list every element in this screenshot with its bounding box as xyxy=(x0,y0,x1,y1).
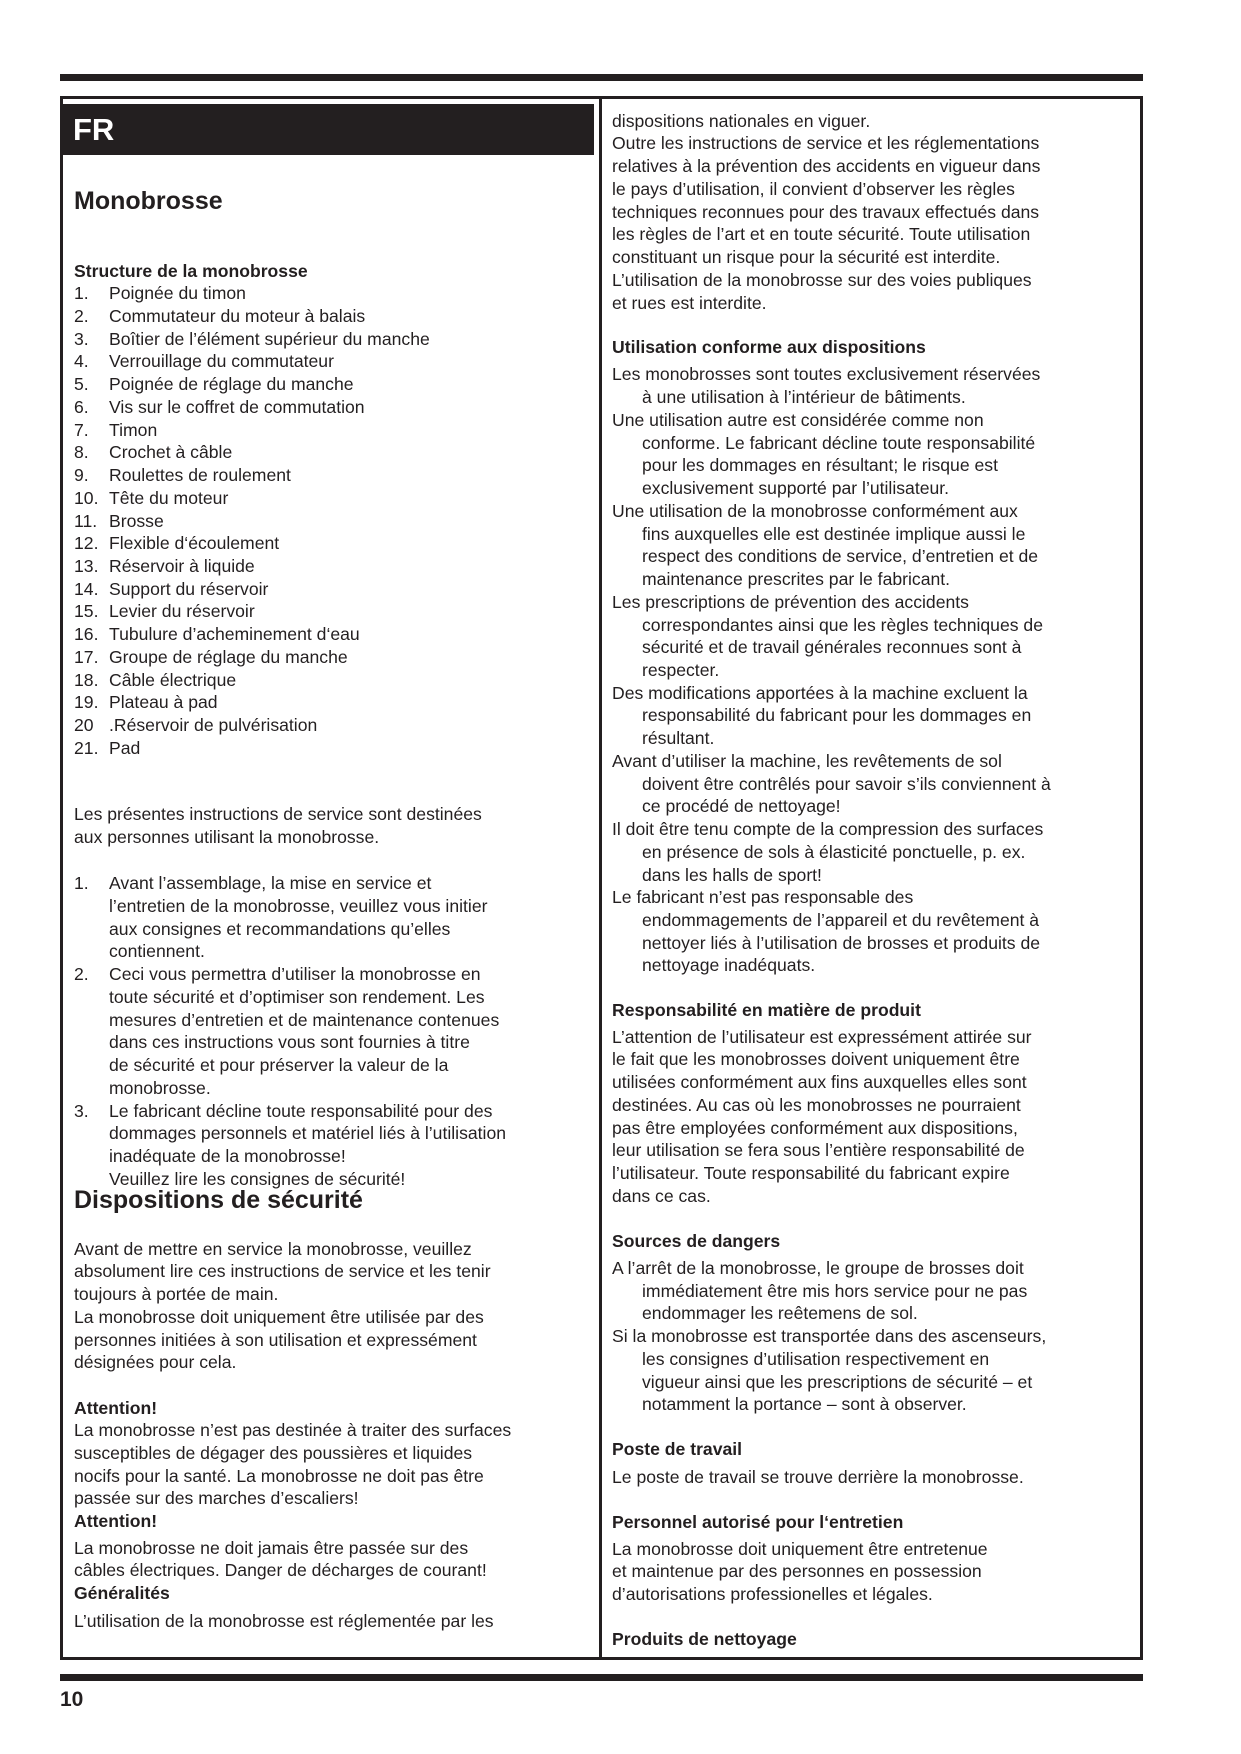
list-item-text: Roulettes de roulement xyxy=(109,465,291,486)
list-number: 1. xyxy=(74,283,89,304)
paragraph-line: et rues est interdite. xyxy=(612,292,767,313)
section-heading: Responsabilité en matière de produit xyxy=(612,999,921,1020)
hanging-paragraph-line: A l’arrêt de la monobrosse, le groupe de brosses doit xyxy=(612,1257,1024,1278)
hanging-paragraph-line: à une utilisation à l’intérieur de bâtiments. xyxy=(642,387,966,408)
list-item-text: aux consignes et recommandations qu’elles xyxy=(109,918,451,939)
paragraph-line: personnes initiées à son utilisation et expressément xyxy=(74,1329,477,1350)
list-item-text: Câble électrique xyxy=(109,669,237,690)
hanging-paragraph-line: Avant d’utiliser la machine, les revêtements de sol xyxy=(612,750,1002,771)
list-item-text: Verrouillage du commutateur xyxy=(109,351,334,372)
list-item-text: Plateau à pad xyxy=(109,692,218,713)
paragraph-line: constituant un risque pour la sécurité est interdite. xyxy=(612,247,1001,268)
list-item-text: Ceci vous permettra d’utiliser la monobrosse en xyxy=(109,964,481,985)
hanging-paragraph-line: les consignes d’utilisation respectivement en xyxy=(642,1348,990,1369)
section-heading: Monobrosse xyxy=(74,186,223,215)
hanging-paragraph-line: correspondantes ainsi que les règles techniques de xyxy=(642,614,1044,635)
section-heading: Généralités xyxy=(74,1582,170,1603)
paragraph-line: dans ce cas. xyxy=(612,1185,711,1206)
hanging-paragraph-line: responsabilité du fabricant pour les dommages en xyxy=(642,705,1032,726)
section-heading: Attention! xyxy=(74,1510,158,1531)
section-heading: Structure de la monobrosse xyxy=(74,260,308,281)
hanging-paragraph-line: en présence de sols à élasticité ponctuelle, p. ex. xyxy=(642,841,1026,862)
list-number: 4. xyxy=(74,351,89,372)
section-heading: Sources de dangers xyxy=(612,1230,781,1251)
list-number: 5. xyxy=(74,374,89,395)
paragraph-line: câbles électriques. Danger de décharges de courant! xyxy=(74,1560,487,1581)
paragraph-line: nocifs pour la santé. La monobrosse ne doit pas être xyxy=(74,1465,484,1486)
list-item-text: dommages personnels et matériel liés à l’utilisation xyxy=(109,1123,507,1144)
hanging-paragraph-line: respect des conditions de service, d’entretien et de xyxy=(642,546,1039,567)
paragraph-line: La monobrosse ne doit jamais être passée sur des xyxy=(74,1537,469,1558)
list-number: 9. xyxy=(74,465,89,486)
paragraph-line: le pays d’utilisation, il convient d’observer les règles xyxy=(612,178,1015,199)
hanging-paragraph-line: Une utilisation autre est considérée comme non xyxy=(612,409,984,430)
bottom-rule xyxy=(60,1674,1143,1681)
hanging-paragraph-line: exclusivement supporté par l’utilisateur. xyxy=(642,478,950,499)
hanging-paragraph-line: doivent être contrêlés pour savoir s’ils conviennent à xyxy=(642,773,1051,794)
list-item-text: de sécurité et pour préserver la valeur de la xyxy=(109,1055,449,1076)
list-number: 2. xyxy=(74,964,89,985)
paragraph-line: La monobrosse doit uniquement être utilisée par des xyxy=(74,1306,484,1327)
hanging-paragraph-line: sécurité et de travail générales reconnues sont à xyxy=(642,637,1022,658)
list-item-text: Tubulure d’acheminement d‘eau xyxy=(109,624,360,645)
paragraph-line: les règles de l’art et en toute sécurité. Toute utilisation xyxy=(612,224,1031,245)
paragraph-line: L’utilisation de la monobrosse sur des voies publiques xyxy=(612,269,1032,290)
paragraph-line: La monobrosse doit uniquement être entretenue xyxy=(612,1538,988,1559)
paragraph-line: L’attention de l’utilisateur est expressément attirée sur xyxy=(612,1026,1032,1047)
section-heading: Personnel autorisé pour l‘entretien xyxy=(612,1511,904,1532)
list-item-text: Poignée du timon xyxy=(109,283,246,304)
list-item-text: Groupe de réglage du manche xyxy=(109,646,348,667)
hanging-paragraph-line: endommagements de l’appareil et du revêtement à xyxy=(642,909,1040,930)
list-item-text: Crochet à câble xyxy=(109,442,233,463)
list-number: 14. xyxy=(74,578,99,599)
paragraph-line: susceptibles de dégager des poussières et liquides xyxy=(74,1443,473,1464)
section-heading: Dispositions de sécurité xyxy=(74,1186,363,1215)
paragraph-line: L’utilisation de la monobrosse est réglementée par les xyxy=(74,1610,494,1631)
list-item-text: Le fabricant décline toute responsabilité pour des xyxy=(109,1100,493,1121)
list-number: 20 xyxy=(74,715,94,736)
list-item-text: Pad xyxy=(109,737,141,758)
list-number: 3. xyxy=(74,1100,89,1121)
hanging-paragraph-line: Les monobrosses sont toutes exclusivement réservées xyxy=(612,364,1041,385)
page-number: 10 xyxy=(60,1688,84,1711)
hanging-paragraph-line: notamment la portance – sont à observer. xyxy=(642,1394,967,1415)
hanging-paragraph-line: Les prescriptions de prévention des accidents xyxy=(612,591,969,612)
list-item-text: l’entretien de la monobrosse, veuillez vous initier xyxy=(109,895,488,916)
paragraph-line: l’utilisateur. Toute responsabilité du fabricant expire xyxy=(612,1163,1010,1183)
paragraph-line: Avant de mettre en service la monobrosse, veuillez xyxy=(74,1238,472,1259)
list-item-text: Boîtier de l’élément supérieur du manche xyxy=(109,328,430,349)
paragraph-line: utilisées conformément aux fins auxquelles elles sont xyxy=(612,1072,1027,1093)
list-item-text: Support du réservoir xyxy=(109,578,269,599)
list-item-text: Tête du moteur xyxy=(109,487,229,508)
list-number: 6. xyxy=(74,396,89,417)
hanging-paragraph-line: dans les halls de sport! xyxy=(642,864,822,885)
list-number: 15. xyxy=(74,601,99,622)
hanging-paragraph-line: immédiatement être mis hors service pour ne pas xyxy=(642,1280,1028,1301)
section-heading: Attention! xyxy=(74,1397,158,1418)
list-item-text: Réservoir à liquide xyxy=(109,556,255,577)
paragraph-line: dispositions nationales en viguer. xyxy=(612,110,871,131)
paragraph-line: leur utilisation se fera sous l’entière responsabilité de xyxy=(612,1140,1025,1161)
paragraph-line: toujours à portée de main. xyxy=(74,1284,279,1305)
list-number: 13. xyxy=(74,556,99,577)
list-number: 2. xyxy=(74,306,89,326)
hanging-paragraph-line: pour les dommages en résultant; le risque est xyxy=(642,455,998,476)
list-number: 11. xyxy=(74,510,98,531)
hanging-paragraph-line: Des modifications apportées à la machine excluent la xyxy=(612,682,1028,703)
list-item-text: inadéquate de la monobrosse! xyxy=(109,1145,346,1166)
paragraph-line: Les présentes instructions de service sont destinées xyxy=(74,804,482,825)
paragraph-line: pas être employées conformément aux dispositions, xyxy=(612,1117,1018,1138)
paragraph-line: destinées. Au cas où les monobrosses ne pourraient xyxy=(612,1094,1021,1115)
paragraph-line: Outre les instructions de service et les réglementations xyxy=(612,133,1040,154)
paragraph-line: et maintenue par des personnes en possession xyxy=(612,1561,982,1582)
paragraph-line: Le poste de travail se trouve derrière la monobrosse. xyxy=(612,1466,1024,1487)
language-tab: FR xyxy=(63,104,594,155)
list-number: 10. xyxy=(74,487,99,508)
hanging-paragraph-line: conforme. Le fabricant décline toute responsabilité xyxy=(642,432,1036,453)
list-item-text: Vis sur le coffret de commutation xyxy=(109,396,365,417)
list-item-text: Levier du réservoir xyxy=(109,601,255,622)
hanging-paragraph-line: endommager les reêtemens de sol. xyxy=(642,1303,918,1324)
paragraph-line: le fait que les monobrosses doivent uniquement être xyxy=(612,1049,1020,1070)
paragraph-line: aux personnes utilisant la monobrosse. xyxy=(74,827,380,848)
hanging-paragraph-line: Si la monobrosse est transportée dans des ascenseurs, xyxy=(612,1326,1047,1347)
list-item-text: Timon xyxy=(109,419,158,440)
hanging-paragraph-line: fins auxquelles elle est destinée implique aussi le xyxy=(642,523,1026,544)
list-number: 12. xyxy=(74,533,99,554)
list-item-text: mesures d’entretien et de maintenance contenues xyxy=(109,1009,500,1030)
paragraph-line: relatives à la prévention des accidents en vigueur dans xyxy=(612,156,1041,177)
list-number: 8. xyxy=(74,442,89,463)
paragraph-line: désignées pour cela. xyxy=(74,1352,237,1373)
hanging-paragraph-line: respecter. xyxy=(642,659,720,680)
list-item-text: toute sécurité et d’optimiser son rendement. Les xyxy=(109,986,485,1007)
list-item-text: Veuillez lire les consignes de sécurité! xyxy=(109,1168,406,1189)
list-item-text: Avant l’assemblage, la mise en service et xyxy=(109,873,432,894)
hanging-paragraph-line: vigueur ainsi que les prescriptions de sécurité – et xyxy=(642,1371,1033,1392)
list-number: 19. xyxy=(74,692,99,713)
paragraph-line: d’autorisations professionelles et légales. xyxy=(612,1584,933,1605)
section-heading: Produits de nettoyage xyxy=(612,1628,797,1649)
list-number: 16. xyxy=(74,624,99,645)
list-item-text: Poignée de réglage du manche xyxy=(109,374,354,395)
paragraph-line: passée sur des marches d’escaliers! xyxy=(74,1488,359,1509)
hanging-paragraph-line: Une utilisation de la monobrosse conformément aux xyxy=(612,500,1018,521)
hanging-paragraph-line: nettoyer liés à l’utilisation de brosses et produits de xyxy=(642,932,1041,953)
list-number: 21. xyxy=(74,737,99,758)
hanging-paragraph-line: Le fabricant n’est pas responsable des xyxy=(612,887,914,908)
hanging-paragraph-line: résultant. xyxy=(642,728,715,749)
list-item-text: dans ces instructions vous sont fournies à titre xyxy=(109,1032,470,1053)
list-item-text: Flexible d‘écoulement xyxy=(109,533,280,554)
section-heading: Poste de travail xyxy=(612,1439,743,1460)
list-item-text: .Réservoir de pulvérisation xyxy=(109,715,318,736)
hanging-paragraph-line: ce procédé de nettoyage! xyxy=(642,796,841,817)
list-item-text: Commutateur du moteur à balais xyxy=(109,306,366,326)
hanging-paragraph-line: maintenance prescrites par le fabricant. xyxy=(642,569,951,590)
hanging-paragraph-line: Il doit être tenu compte de la compression des surfaces xyxy=(612,819,1044,840)
paragraph-line: techniques reconnues pour des travaux effectués dans xyxy=(612,201,1040,222)
list-item-text: monobrosse. xyxy=(109,1077,211,1098)
top-rule xyxy=(60,74,1143,81)
list-number: 17. xyxy=(74,646,99,667)
list-item-text: Brosse xyxy=(109,510,164,531)
section-heading: Utilisation conforme aux dispositions xyxy=(612,337,926,358)
list-number: 7. xyxy=(74,419,89,440)
paragraph-line: absolument lire ces instructions de service et les tenir xyxy=(74,1261,491,1282)
list-number: 1. xyxy=(74,873,89,894)
list-item-text: contiennent. xyxy=(109,941,205,962)
column-divider xyxy=(599,96,602,1660)
list-number: 18. xyxy=(74,669,99,690)
hanging-paragraph-line: nettoyage inadéquats. xyxy=(642,955,816,976)
paragraph-line: La monobrosse n’est pas destinée à traiter des surfaces xyxy=(74,1420,512,1441)
list-number: 3. xyxy=(74,328,89,349)
